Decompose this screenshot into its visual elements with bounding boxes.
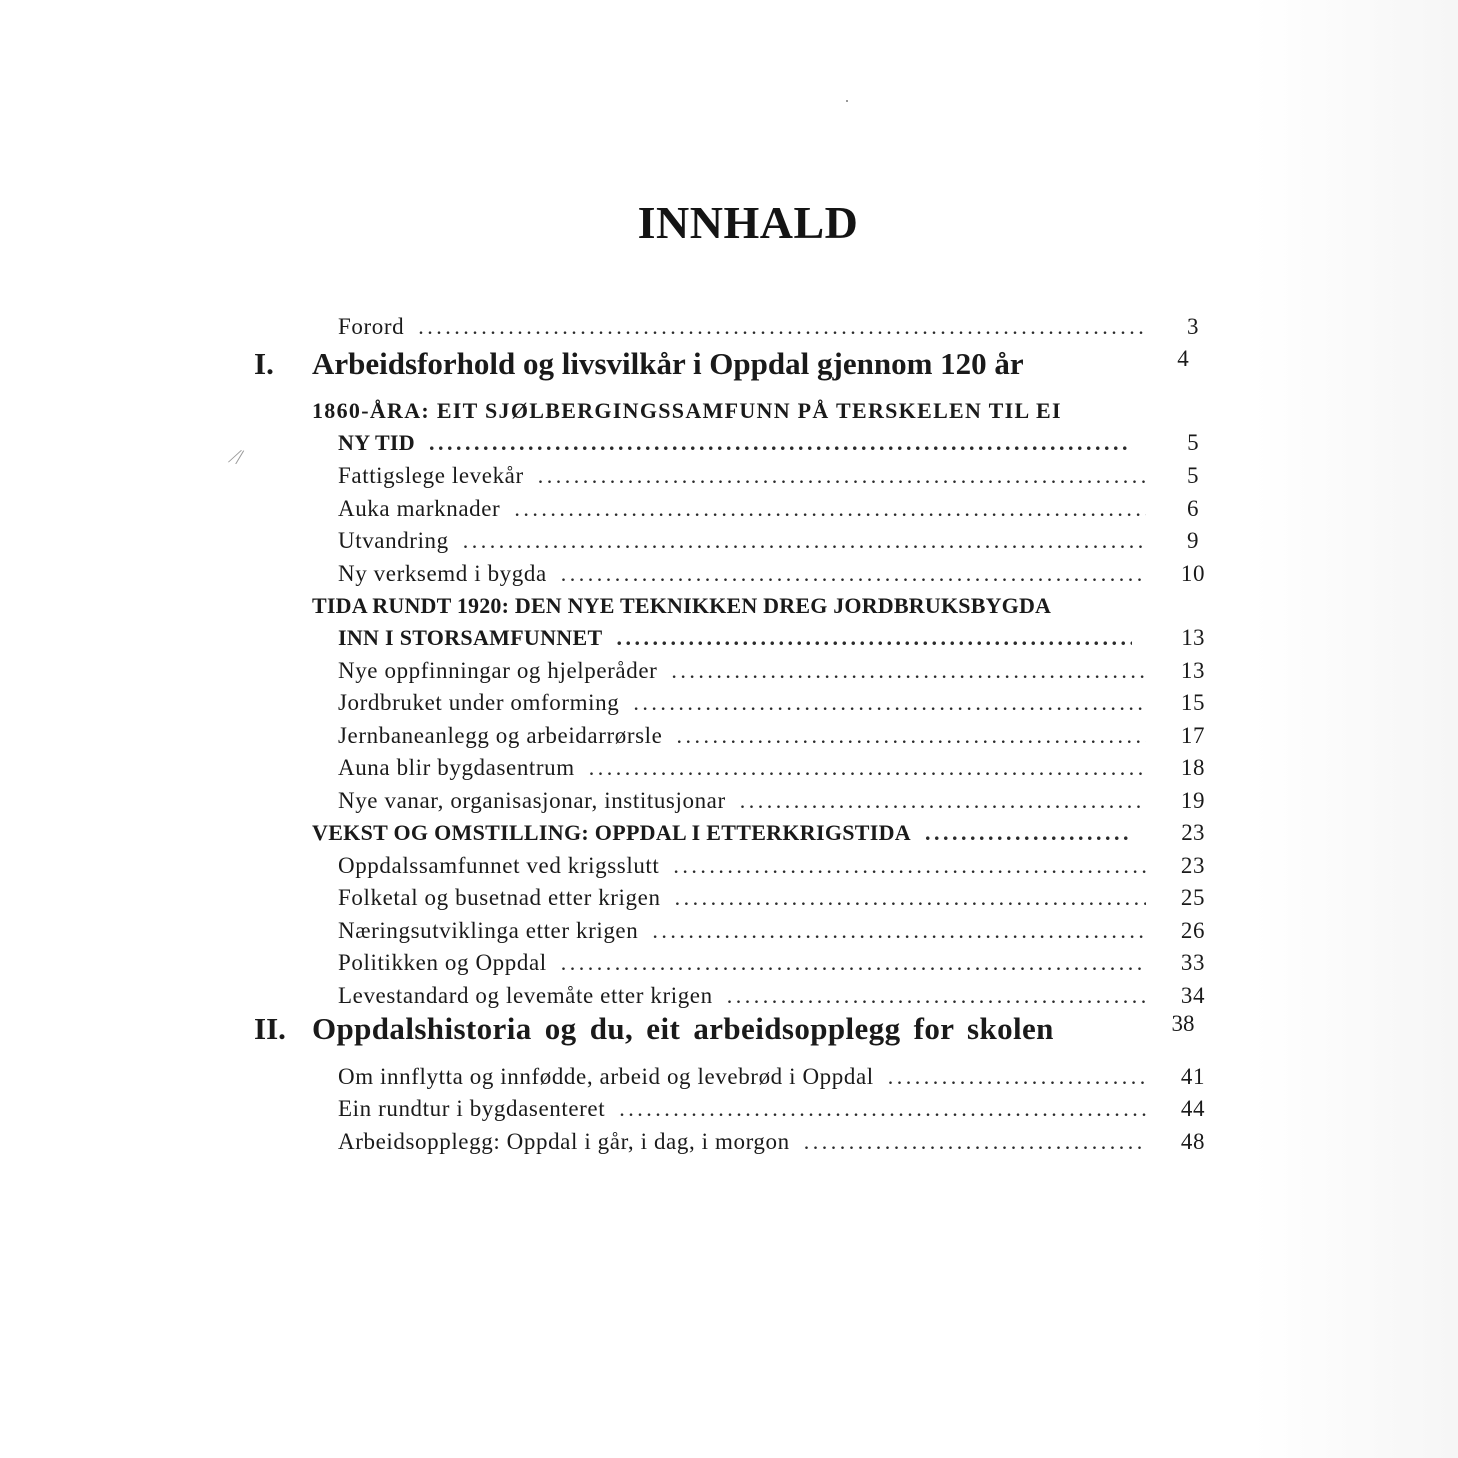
- toc-page-number: 18: [1180, 755, 1206, 780]
- toc-entry-label: Ein rundtur i bygdasenteret: [338, 1096, 606, 1121]
- toc-entry[interactable]: [338, 496, 1200, 522]
- dot-leader: [676, 723, 1146, 749]
- toc-page-number: 38: [1171, 1011, 1195, 1036]
- dot-leader: [925, 820, 1132, 846]
- dot-leader: [561, 950, 1146, 976]
- dot-leader: [561, 561, 1146, 587]
- toc-page-number: 4: [1177, 346, 1189, 371]
- toc-page-number: 9: [1186, 528, 1200, 553]
- page-title: INNHALD: [637, 197, 859, 248]
- toc-page-number: 48: [1180, 1129, 1206, 1154]
- toc-entry[interactable]: [338, 1064, 1206, 1090]
- toc-entry-label: Nye vanar, organisasjonar, institusjonar: [338, 788, 726, 813]
- toc-entry-label: Ny verksemd i bygda: [338, 561, 547, 586]
- toc-page-number: 15: [1180, 690, 1206, 715]
- toc-entry[interactable]: [338, 918, 1206, 944]
- toc-entry-label: INN I STORSAMFUNNET: [338, 625, 603, 650]
- margin-pencil-mark: ⁄/: [230, 443, 246, 470]
- dot-leader: [633, 690, 1146, 716]
- toc-entry-label: Auna blir bygdasentrum: [338, 755, 575, 780]
- toc-entry-label: NY TID: [338, 430, 415, 455]
- dot-leader: [675, 885, 1146, 911]
- dot-leader: [538, 463, 1146, 489]
- dot-leader: [418, 314, 1146, 340]
- toc-entry-label: Jernbaneanlegg og arbeidarrørsle: [338, 723, 663, 748]
- toc-page-number: 13: [1180, 658, 1206, 683]
- toc-page-number: 6: [1186, 496, 1200, 521]
- paper-speck: [846, 100, 848, 102]
- toc-page-number: 13: [1181, 625, 1205, 650]
- toc-page-number: 3: [1186, 314, 1200, 339]
- toc-entry-label: Jordbruket under omforming: [338, 690, 620, 715]
- toc-entry-forord[interactable]: [338, 314, 1200, 340]
- toc-page-number: 33: [1180, 950, 1206, 975]
- toc-entry-label: Oppdalssamfunnet ved krigsslutt: [338, 853, 660, 878]
- toc-entry[interactable]: [338, 561, 1206, 587]
- dot-leader: [740, 788, 1146, 814]
- toc-entry-label: Næringsutviklinga etter krigen: [338, 918, 639, 943]
- toc-page-number: 44: [1180, 1096, 1206, 1121]
- toc-entry[interactable]: [338, 950, 1206, 976]
- toc-section-heading-1920[interactable]: TIDA RUNDT 1920: DEN NYE TEKNIKKEN DREG JORDBRUKSBYGDA: [312, 593, 1052, 618]
- toc-entry[interactable]: [338, 1129, 1206, 1155]
- toc-entry-label: Folketal og busetnad etter krigen: [338, 885, 661, 910]
- toc-entry[interactable]: [338, 755, 1206, 781]
- dot-leader: [652, 918, 1146, 944]
- toc-page-number: 5: [1187, 430, 1199, 455]
- dot-leader: [673, 853, 1146, 879]
- toc-entry[interactable]: [338, 788, 1206, 814]
- toc-page-number: 23: [1181, 820, 1205, 845]
- toc-section-heading-1920-cont[interactable]: [338, 625, 1205, 651]
- dot-leader: [429, 430, 1132, 456]
- toc-page-number: 23: [1180, 853, 1206, 878]
- toc-entry[interactable]: [338, 1096, 1206, 1122]
- part-numeral: II.: [254, 1011, 286, 1046]
- part-title: Oppdalshistoria og du, eit arbeidsopplegg for skolen: [312, 1011, 1054, 1046]
- dot-leader: [589, 755, 1146, 781]
- toc-entry[interactable]: [338, 983, 1206, 1009]
- toc-entry[interactable]: [338, 463, 1200, 489]
- dot-leader: [804, 1129, 1146, 1155]
- dot-leader: [514, 496, 1146, 522]
- toc-entry-label: Forord: [338, 314, 405, 339]
- toc-page-number: 34: [1180, 983, 1206, 1008]
- dot-leader: [671, 658, 1146, 684]
- dot-leader: [619, 1096, 1146, 1122]
- toc-entry[interactable]: [338, 690, 1206, 716]
- toc-section-heading-etterkrig[interactable]: [312, 820, 1205, 846]
- toc-page-number: 17: [1180, 723, 1206, 748]
- toc-entry-label: Politikken og Oppdal: [338, 950, 547, 975]
- toc-page-number: 26: [1180, 918, 1206, 943]
- toc-entry[interactable]: [338, 528, 1200, 554]
- toc-part-1[interactable]: [254, 346, 1189, 382]
- toc-entry-label: Om innflytta og innfødde, arbeid og levebrød i Oppdal: [338, 1064, 874, 1089]
- toc-entry-label: Auka marknader: [338, 496, 501, 521]
- toc-entry-label: Utvandring: [338, 528, 449, 553]
- part-numeral: I.: [254, 346, 274, 381]
- toc-page-number: 5: [1186, 463, 1200, 488]
- toc-entry-label: Arbeidsopplegg: Oppdal i går, i dag, i morgon: [338, 1129, 790, 1154]
- toc-section-heading-1860-cont[interactable]: [338, 430, 1199, 456]
- toc-entry[interactable]: [338, 885, 1206, 911]
- dot-leader: [727, 983, 1146, 1009]
- dot-leader: [888, 1064, 1146, 1090]
- toc-entry-label: Nye oppfinningar og hjelperåder: [338, 658, 658, 683]
- toc-entry[interactable]: [338, 853, 1206, 879]
- toc-entry[interactable]: [338, 723, 1206, 749]
- toc-page-number: 10: [1180, 561, 1206, 586]
- toc-section-heading-1860[interactable]: 1860-ÅRA: EIT SJØLBERGINGSSAMFUNN PÅ TERSKELEN TIL EI: [312, 398, 1062, 423]
- toc-entry-label: Fattigslege levekår: [338, 463, 524, 488]
- dot-leader: [463, 528, 1146, 554]
- toc-page-number: 25: [1180, 885, 1206, 910]
- dot-leader: [616, 625, 1132, 651]
- toc-part-2[interactable]: [254, 1011, 1195, 1047]
- toc-page-number: 41: [1180, 1064, 1206, 1089]
- toc-entry[interactable]: [338, 658, 1206, 684]
- part-title: Arbeidsforhold og livsvilkår i Oppdal gjennom 120 år: [312, 346, 1024, 381]
- toc-entry-label: Levestandard og levemåte etter krigen: [338, 983, 713, 1008]
- toc-page-number: 19: [1180, 788, 1206, 813]
- toc-entry-label: VEKST OG OMSTILLING: OPPDAL I ETTERKRIGSTIDA: [312, 820, 911, 845]
